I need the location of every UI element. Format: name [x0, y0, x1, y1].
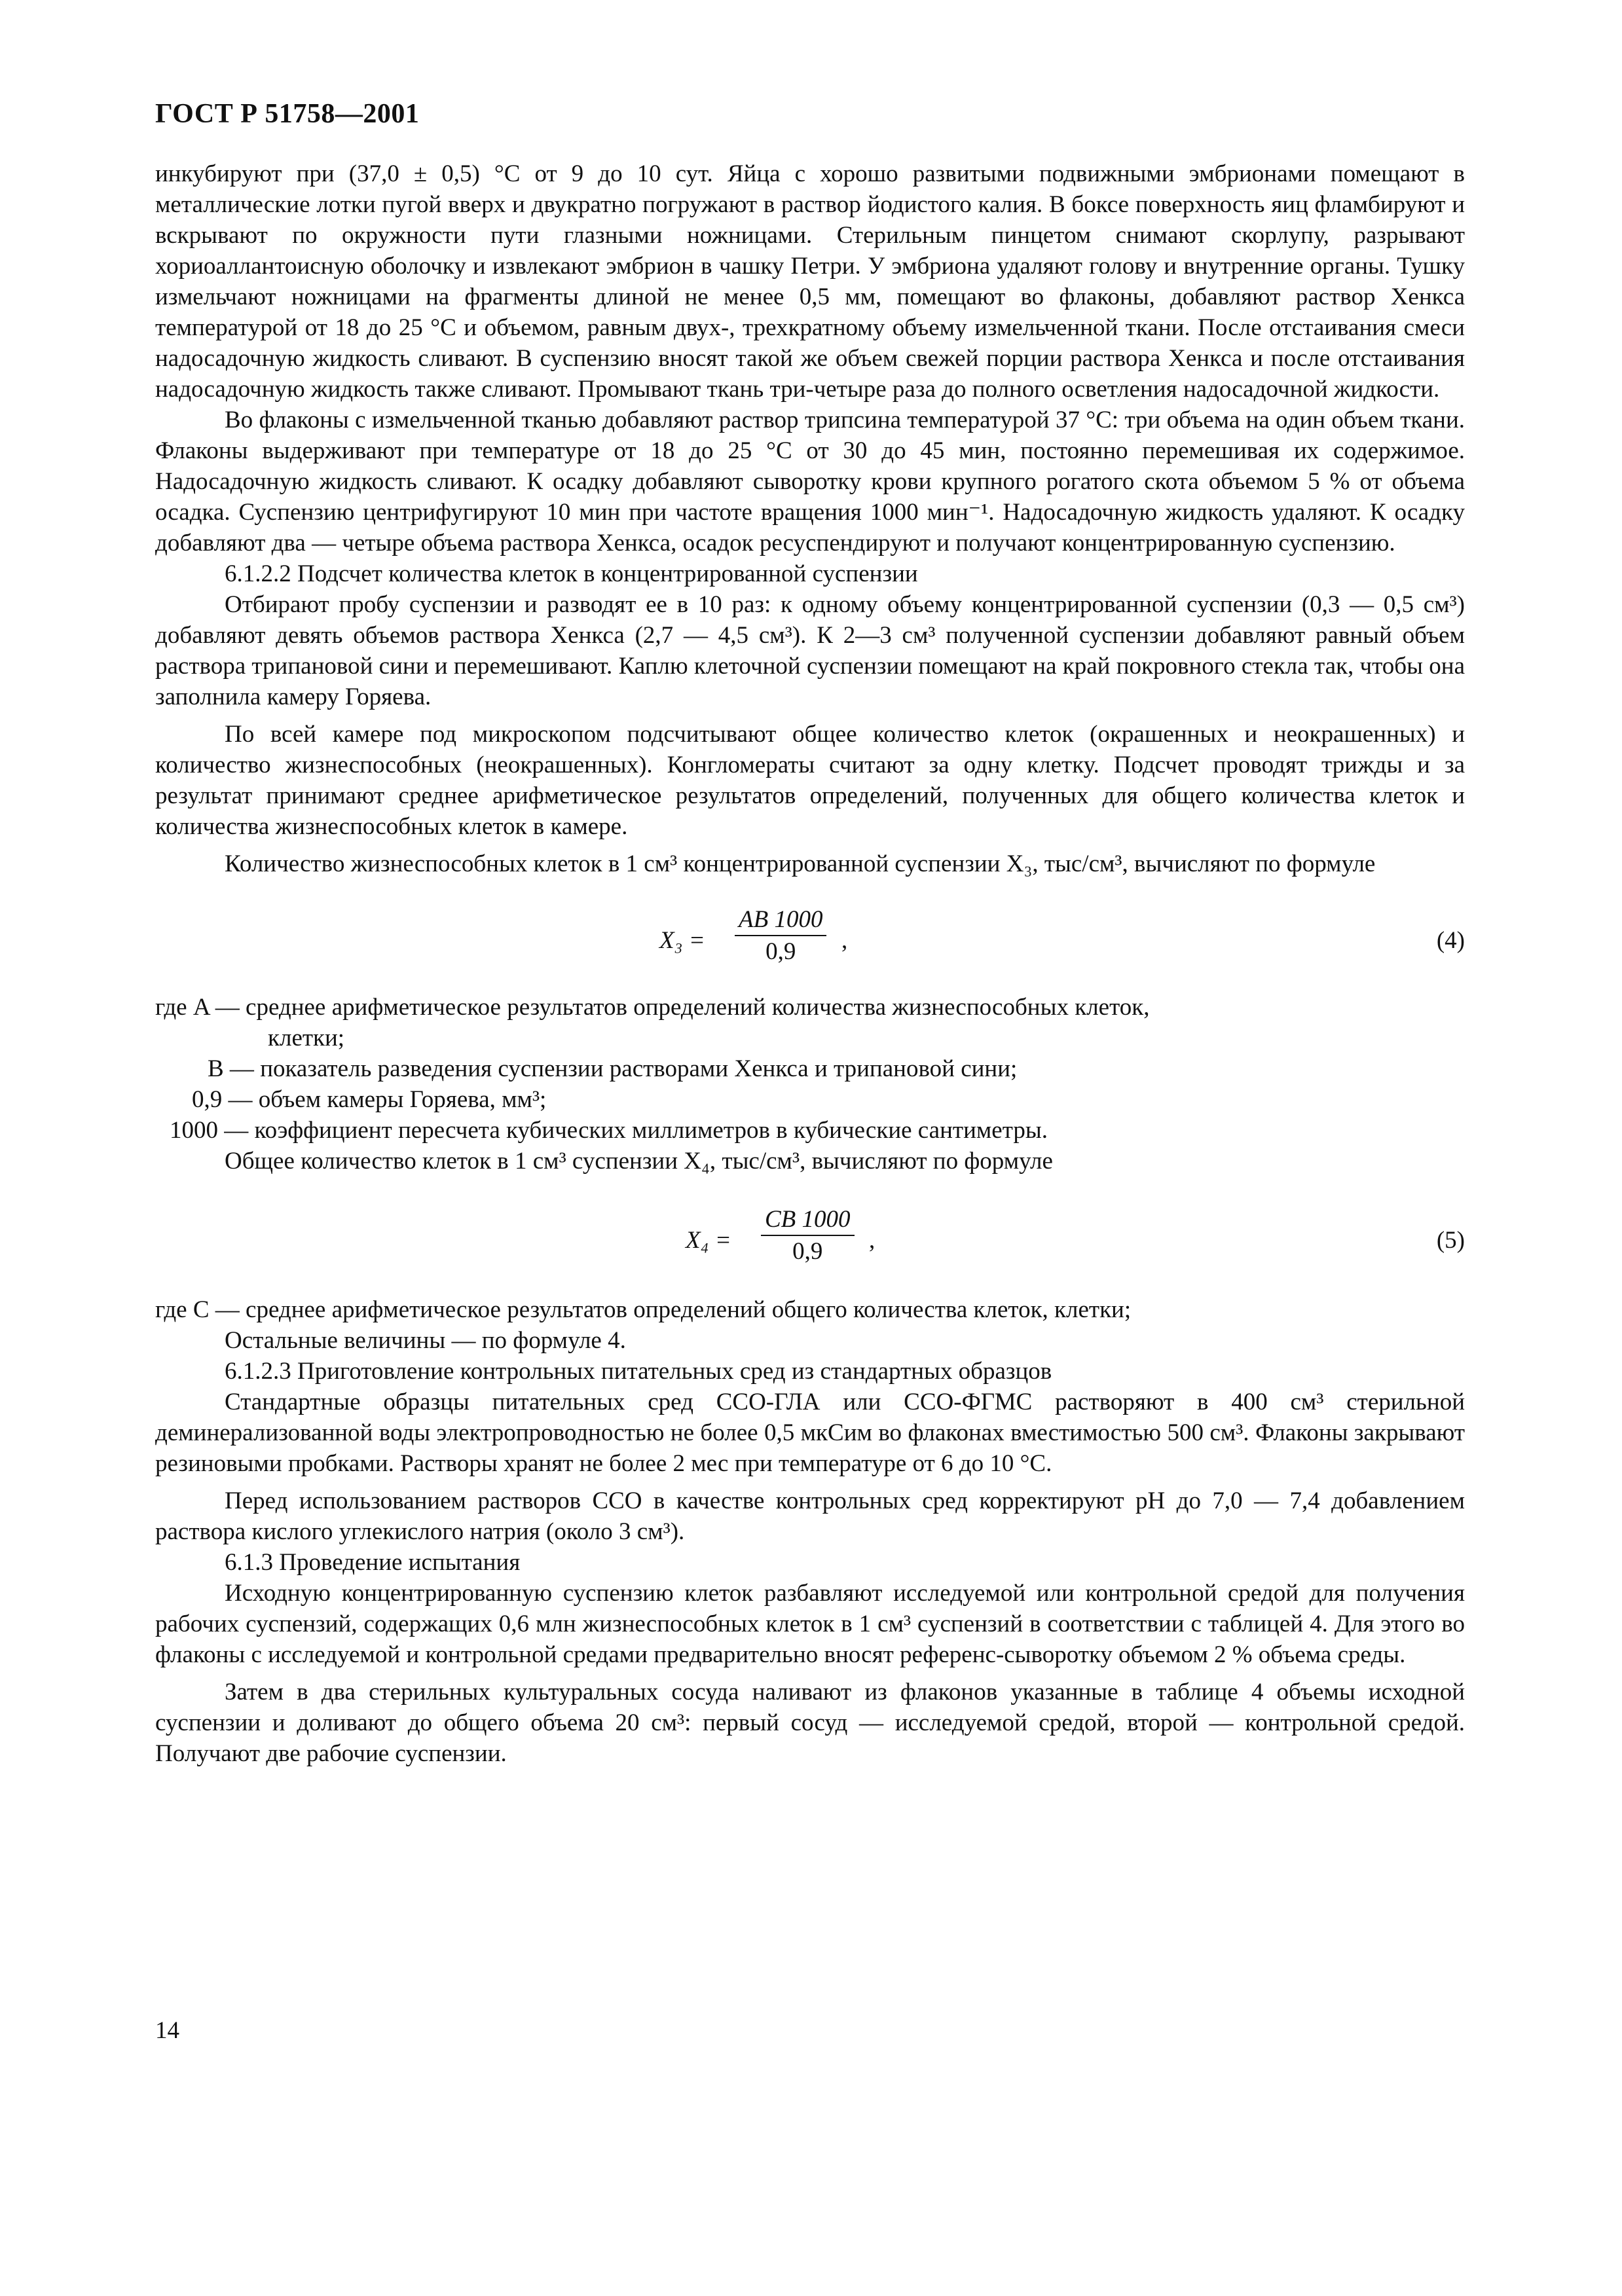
- paragraph-total-cells: Общее количество клеток в 1 см³ суспензии X₄, тыс/см³, вычисляют по формуле: [225, 1148, 1053, 1175]
- formula-4-numerator: AB 1000: [735, 905, 826, 936]
- legend-symbol: 0,9 —: [192, 1086, 253, 1113]
- legend-symbol: где A —: [155, 994, 240, 1021]
- section-heading-6-1-3: 6.1.3 Проведение испытания: [225, 1549, 521, 1576]
- formula-5-punct: ,: [869, 1227, 876, 1254]
- paragraph-culture-vessels: Затем в два стерильных культуральных сосуда наливают из флаконов указанные в таблице 4 объемы исходной суспензии и доливают до общего объема 20 см³: первый сосуд — исследуемой средой, второй — контрольной средой. Получают две рабочие суспензии.: [155, 1679, 1465, 1767]
- legend-symbol: 1000 —: [170, 1117, 249, 1144]
- legend-text: коэффициент пересчета кубических миллиметров в кубические сантиметры.: [254, 1117, 1048, 1144]
- formula-5-legend: [155, 1294, 1465, 1325]
- legend-row-volume: [155, 1084, 1465, 1115]
- formula-4-denominator: 0,9: [765, 938, 796, 965]
- legend-symbol: B —: [208, 1055, 254, 1082]
- legend-row-coefficient: [155, 1115, 1465, 1146]
- formula-4-punct: ,: [841, 927, 848, 954]
- paragraph-other-values: Остальные величины — по формуле 4.: [225, 1327, 626, 1354]
- legend-row-a: [155, 992, 1465, 1023]
- legend-text: показатель разведения суспензии растворами Хенкса и трипановой сини;: [260, 1055, 1018, 1082]
- paragraph-sample-dilution: Отбирают пробу суспензии и разводят ее в 10 раз: к одному объему концентрированной суспензии (0,3 — 0,5 см³) добавляют девять объемов раствора Хенкса (2,7 — 4,5 см³). К 2—3 см³ полученной суспензии добавляют равный объем раствора трипановой сини и перемешивают. Каплю клеточной суспензии помещают на край покровного стекла так, чтобы она заполнила камеру Горяева.: [155, 591, 1465, 710]
- formula-4-number: (4): [1436, 927, 1465, 954]
- legend-text: клетки;: [268, 1025, 345, 1051]
- formula-5-fraction: [761, 1205, 855, 1266]
- legend-row-c: [155, 1294, 1465, 1325]
- formula-4-legend: [155, 992, 1465, 1146]
- formula-5-number: (5): [1436, 1227, 1465, 1254]
- formula-4-fraction: [735, 905, 826, 966]
- document-page: [155, 98, 1465, 1769]
- paragraph-trypsin: Во флаконы с измельченной тканью добавляют раствор трипсина температурой 37 °С: три объема на один объем ткани. Флаконы выдерживают при температуре от 18 до 25 °С от 30 до 45 мин, постоянно перемешивая их содержимое. Надосадочную жидкость сливают. К осадку добавляют сыворотку крови крупного рогатого скота объемом 5 % от объема осадка. Суспензию центрифугируют 10 мин при частоте вращения 1000 мин⁻¹. Надосадочную жидкость удаляют. К осадку добавляют два — четыре объема раствора Хенкса, осадок ресуспендируют и получают концентрированную суспензию.: [155, 407, 1465, 556]
- legend-text: среднее арифметическое результатов определений количества жизнеспособных клеток,: [246, 994, 1150, 1021]
- formula-5: [155, 1205, 1465, 1284]
- formula-5-lhs: X₄ =: [686, 1227, 731, 1254]
- formula-5-denominator: 0,9: [792, 1238, 823, 1265]
- section-heading-6-1-2-2: 6.1.2.2 Подсчет количества клеток в концентрированной суспензии: [225, 560, 918, 587]
- legend-row-b: [155, 1053, 1465, 1084]
- legend-symbol: где C —: [155, 1296, 240, 1323]
- paragraph-standard-media: Стандартные образцы питательных сред ССО-ГЛА или ССО-ФГМС растворяют в 400 см³ стерильной деминерализованной воды электропроводностью не более 0,5 мкСим во флаконах вместимостью 500 см³. Флаконы закрывают резиновыми пробками. Растворы хранят не более 2 мес при температуре от 6 до 10 °С.: [155, 1389, 1465, 1477]
- legend-text: объем камеры Горяева, мм³;: [258, 1086, 547, 1113]
- standard-header: ГОСТ Р 51758—2001: [155, 99, 420, 129]
- section-heading-6-1-2-3: 6.1.2.3 Приготовление контрольных питательных сред из стандартных образцов: [225, 1358, 1052, 1385]
- legend-row-a-cont: [155, 1023, 1465, 1053]
- legend-text: среднее арифметическое результатов определений общего количества клеток, клетки;: [246, 1296, 1132, 1323]
- paragraph-counting: По всей камере под микроскопом подсчитывают общее количество клеток (окрашенных и неокрашенных) и количество жизнеспособных (неокрашенных). Конгломераты считают за одну клетку. Подсчет проводят трижды и за результат принимают среднее арифметическое результатов определений, полученных для общего количества клеток и количества жизнеспособных клеток в камере.: [155, 721, 1465, 840]
- paragraph-ph-correction: Перед использованием растворов ССО в качестве контрольных сред корректируют pH до 7,0 — 7,4 добавлением раствора кислого углекислого натрия (около 3 см³).: [155, 1487, 1465, 1545]
- paragraph-viable-cells: Количество жизнеспособных клеток в 1 см³ концентрированной суспензии X₃, тыс/см³, вычисляют по формуле: [225, 850, 1376, 877]
- paragraph-incubation: инкубируют при (37,0 ± 0,5) °С от 9 до 10 сут. Яйца с хорошо развитыми подвижными эмбрионами помещают в металлические лотки пугой вверх и двукратно погружают в раствор йодистого калия. В боксе поверхность яиц фламбируют и вскрывают по окружности пути глазными ножницами. Стерильным пинцетом снимают скорлупу, разрывают хориоаллантоисную оболочку и извлекают эмбрион в чашку Петри. У эмбриона удаляют голову и внутренние органы. Тушку измельчают ножницами на фрагменты длиной не менее 0,5 мм, помещают во флаконы, добавляют раствор Хенкса температурой от 18 до 25 °С и объемом, равным двух-, трехкратному объему измельченной ткани. После отстаивания смеси надосадочную жидкость сливают. В суспензию вносят такой же объем свежей порции раствора Хенкса и после отстаивания надосадочную жидкость также сливают. Промывают ткань три-четыре раза до полного осветления надосадочной жидкости.: [155, 160, 1465, 403]
- formula-4-lhs: X₃ =: [659, 927, 705, 954]
- formula-4: [155, 905, 1465, 984]
- formula-5-numerator: CB 1000: [761, 1205, 855, 1236]
- paragraph-working-suspensions: Исходную концентрированную суспензию клеток разбавляют исследуемой или контрольной средой для получения рабочих суспензий, содержащих 0,6 млн жизнеспособных клеток в 1 см³ суспензий в соответствии с таблицей 4. Для этого во флаконы с исследуемой и контрольной средами предварительно вносят референс-сыворотку объемом 2 % объема среды.: [155, 1580, 1465, 1668]
- page-number: 14: [155, 2017, 179, 2044]
